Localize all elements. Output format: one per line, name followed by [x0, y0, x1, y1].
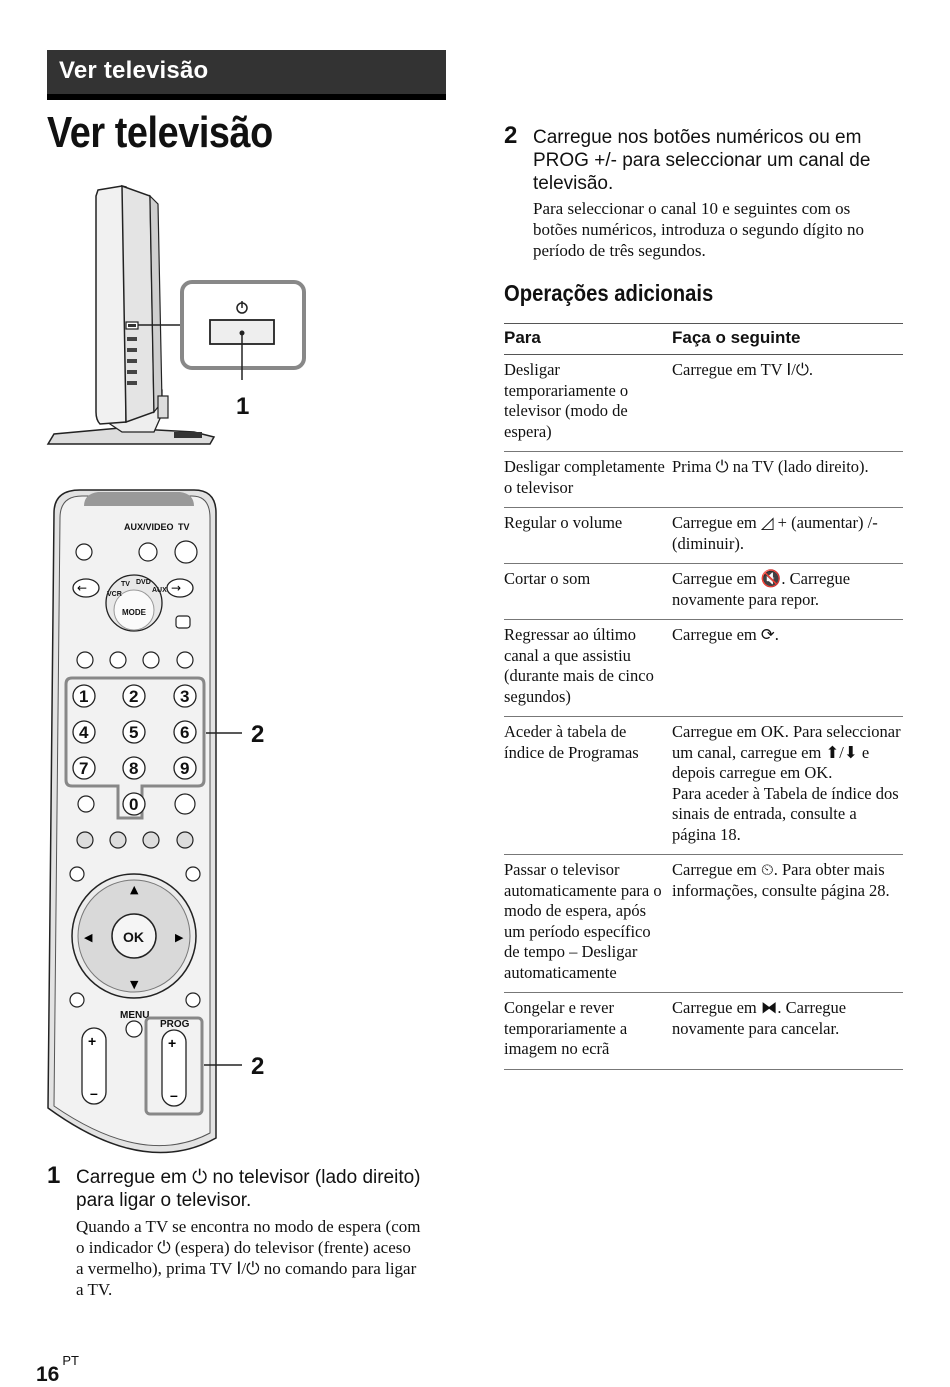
remote-digit-8: 8 — [129, 759, 139, 778]
page-number-value: 16 — [36, 1363, 60, 1386]
step-1-body-line: a vermelho), prima TV Ⅰ/⏻ no comando para ligar — [76, 1259, 417, 1278]
step-2-heading-line: Carregue nos botões numéricos ou em — [533, 127, 862, 148]
svg-text:◀: ◀ — [84, 931, 93, 944]
table-row — [504, 355, 903, 452]
remote-label-prog: PROG — [160, 1019, 190, 1030]
step-2 — [504, 122, 904, 272]
step-1 — [47, 1162, 447, 1302]
svg-text:–: – — [90, 1085, 98, 1101]
column-header-faca: Faça o seguinte — [672, 324, 903, 355]
step-1-body-line: a TV. — [76, 1280, 113, 1299]
mute-button-icon — [76, 544, 92, 560]
table-cell-faca: Carregue em ◿ + (aumentar) /- (diminuir). — [672, 508, 903, 564]
step-1-heading-line: para ligar o televisor. — [76, 1190, 252, 1211]
step-1-body-line: Quando a TV se encontra no modo de espera (com — [76, 1217, 421, 1236]
table-cell-faca: Carregue em OK. Para seleccionar um canal, carregue em ⬆/⬇ e depois carregue em OK. Para aceder à Tabela de índice dos sinais de entrada, consulte a página 18. — [672, 717, 903, 855]
table-cell-faca: Carregue em TV Ⅰ/⏻. — [672, 355, 903, 452]
jump-button-icon — [175, 794, 195, 814]
table-cell-para: Desligar completamente o televisor — [504, 452, 672, 508]
svg-text:→: → — [171, 581, 182, 595]
additional-operations-title: Operações adicionais — [504, 280, 714, 306]
step-1-body — [76, 1216, 448, 1300]
table-cell-para: Aceder à tabela de índice de Programas — [504, 717, 672, 855]
remote-label-mode: MODE — [122, 608, 146, 617]
remote-digit-4: 4 — [79, 723, 89, 742]
table-row — [504, 452, 903, 508]
remote-digit-7: 7 — [79, 759, 89, 778]
table-cell-para: Passar o televisor automaticamente para o modo de espera, após um período específico de tempo – Desligar automaticamente — [504, 855, 672, 993]
remote-label-mode-vcr: VCR — [107, 591, 122, 598]
remote-digit-6: 6 — [180, 723, 190, 742]
section-header-title: Ver televisão — [59, 57, 209, 84]
remote-digit-1: 1 — [79, 687, 89, 706]
svg-text:+: + — [88, 1033, 97, 1049]
table-header-row — [504, 324, 903, 355]
svg-text:+: + — [168, 1035, 177, 1051]
table-row — [504, 564, 903, 620]
table-cell-para: Regressar ao último canal a que assistiu (durante mais de cinco segundos) — [504, 620, 672, 717]
remote-digit-2: 2 — [129, 687, 139, 706]
step-2-heading-line: PROG +/- para seleccionar um canal de — [533, 150, 871, 171]
remote-label-mode-aux: AUX — [152, 587, 167, 594]
step-2-number: 2 — [504, 122, 518, 149]
table-cell-faca: Prima ⏻ na TV (lado direito). — [672, 452, 903, 508]
svg-text:←: ← — [77, 581, 88, 595]
tv-callout-number: 1 — [236, 393, 250, 420]
svg-text:▶: ▶ — [175, 931, 184, 944]
step-2-body-line: período de três segundos. — [533, 241, 706, 260]
svg-text:▲: ▲ — [130, 883, 139, 896]
table-cell-faca: Carregue em ⏲. Para obter mais informações, consulte página 28. — [672, 855, 903, 993]
table-cell-para: Desligar temporariamente o televisor (modo de espera) — [504, 355, 672, 452]
table-cell-para: Cortar o som — [504, 564, 672, 620]
step-2-heading-line: televisão. — [533, 173, 614, 194]
step-1-number: 1 — [47, 1162, 61, 1189]
remote-control-illustration — [44, 488, 284, 1158]
table-cell-para: Congelar e rever temporariamente a imagem no ecrã — [504, 993, 672, 1070]
remote-label-tv: TV — [178, 522, 190, 532]
remote-callout-bottom: 2 — [251, 1053, 265, 1080]
step-2-heading — [533, 126, 870, 195]
table-row — [504, 620, 903, 717]
section-header-bar — [47, 50, 446, 100]
table-row — [504, 508, 903, 564]
table-cell-faca: Carregue em ⟳. — [672, 620, 903, 717]
page-language-code: PT — [62, 1353, 79, 1368]
svg-text:▼: ▼ — [130, 978, 139, 991]
remote-label-ok: OK — [123, 929, 144, 945]
operations-table — [504, 323, 903, 1070]
table-cell-para: Regular o volume — [504, 508, 672, 564]
step-2-body-line: Para seleccionar o canal 10 e seguintes com os — [533, 199, 851, 218]
remote-label-menu: MENU — [120, 1010, 150, 1021]
remote-label-mode-dvd: DVD — [136, 579, 151, 586]
step-1-heading-line: Carregue em ⏻ no televisor (lado direito) — [76, 1167, 421, 1188]
step-2-body-line: botões numéricos, introduza o segundo dígito no — [533, 220, 864, 239]
page-title: Ver televisão — [47, 108, 273, 157]
tv-side-illustration — [44, 182, 314, 457]
table-row — [504, 855, 903, 993]
column-header-para: Para — [504, 324, 672, 355]
remote-callout-top: 2 — [251, 721, 265, 748]
table-row — [504, 717, 903, 855]
svg-text:–: – — [170, 1087, 178, 1103]
remote-digit-0: 0 — [129, 795, 139, 814]
page-number — [36, 1353, 79, 1387]
remote-label-mode-tv: TV — [121, 581, 130, 588]
tv-power-button-icon — [175, 541, 197, 563]
remote-digit-3: 3 — [180, 687, 190, 706]
step-1-body-line: o indicador ⏻ (espera) do televisor (frente) aceso — [76, 1238, 411, 1257]
table-cell-faca: Carregue em ⧓. Carregue novamente para cancelar. — [672, 993, 903, 1070]
table-row — [504, 993, 903, 1070]
table-cell-faca: Carregue em 🔇. Carregue novamente para repor. — [672, 564, 903, 620]
remote-label-aux-video: AUX/VIDEO — [124, 522, 174, 532]
step-2-body — [533, 198, 905, 261]
remote-digit-5: 5 — [129, 723, 139, 742]
step-1-heading — [76, 1166, 421, 1212]
remote-digit-9: 9 — [180, 759, 190, 778]
